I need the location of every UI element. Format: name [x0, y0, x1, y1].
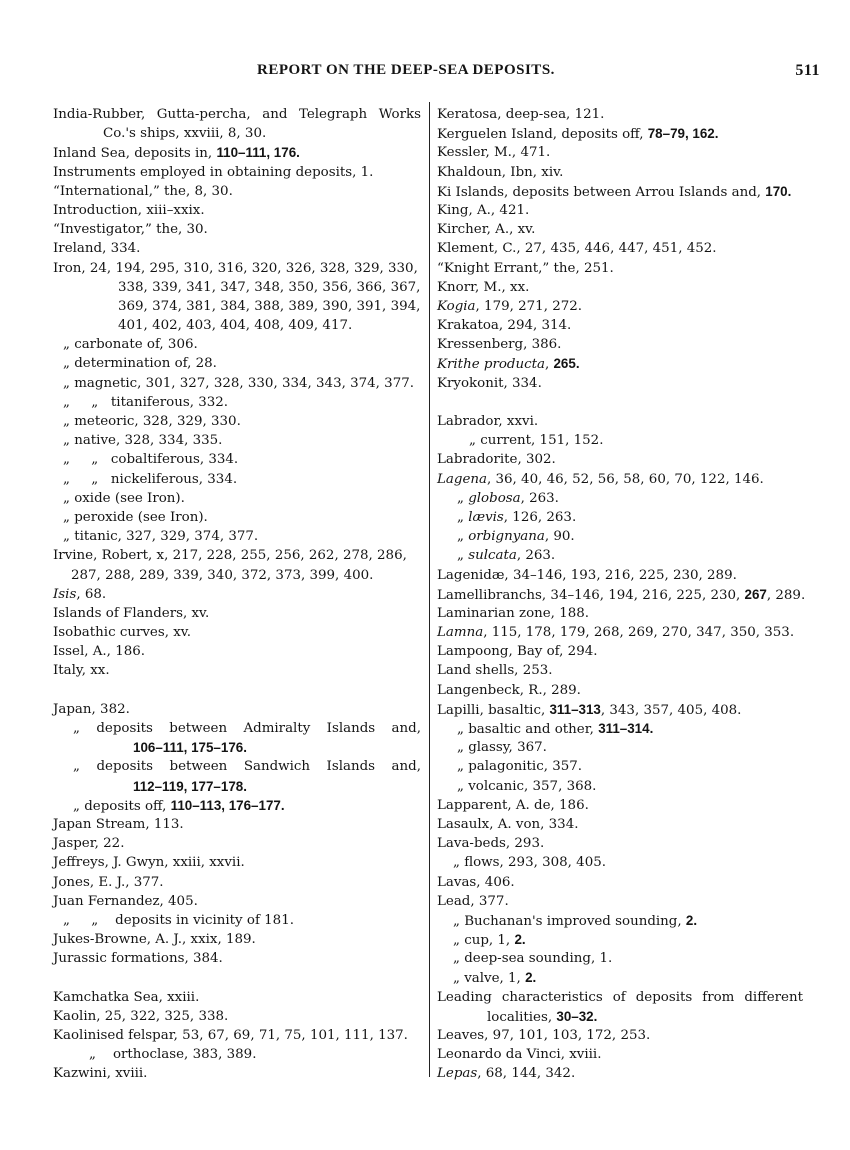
index-entry	[437, 335, 803, 354]
entry-text-part: Issel, A., 186.	[53, 644, 146, 660]
index-entry	[53, 911, 421, 930]
entry-text-part: Kamchatka Sea, xxiii.	[53, 989, 200, 1005]
index-entry	[53, 470, 421, 489]
index-entry	[53, 239, 421, 258]
index-entry	[437, 239, 803, 258]
entry-text-part: Kazwini, xviii.	[53, 1066, 148, 1082]
entry-text-part: „ „ nickeliferous, 334.	[63, 471, 238, 487]
entry-text-part: 311–313	[549, 701, 601, 717]
entry-text-part: Jeffreys, J. Gwyn, xxiii, xxvii.	[53, 855, 245, 871]
entry-text-part: , 179, 271, 272.	[475, 298, 583, 314]
entry-text-part: “International,” the, 8, 30.	[53, 183, 233, 199]
index-entry	[437, 220, 803, 239]
entry-text-part: „ palagonitic, 357.	[457, 759, 583, 775]
entry-text-part: Lapparent, A. de, 186.	[437, 797, 589, 813]
entry-text-part: 2.	[514, 932, 526, 948]
index-entry	[53, 278, 421, 297]
entry-text-part: sulcata	[468, 548, 517, 564]
index-entry	[437, 163, 803, 182]
index-entry	[53, 316, 421, 335]
index-entry	[53, 642, 421, 661]
entry-text-part: Land shells, 253.	[437, 663, 553, 679]
index-entry	[53, 949, 421, 968]
entry-text-part: „ flows, 293, 308, 405.	[453, 855, 606, 871]
entry-text-part: Kaolinised felspar, 53, 67, 69, 71, 75, 101, 111, 137.	[53, 1028, 408, 1043]
entry-text-part: Lepas	[437, 1066, 478, 1082]
entry-text-part: , 90.	[544, 529, 575, 545]
column-divider	[429, 102, 430, 1077]
entry-text-part: „ meteoric, 328, 329, 330.	[63, 414, 241, 429]
index-entry	[53, 489, 421, 508]
index-entry	[437, 450, 803, 469]
index-entry	[437, 143, 803, 162]
index-entry	[53, 585, 421, 604]
index-entry	[437, 873, 803, 892]
entry-text-part: Lamellibranchs, 34–146, 194, 216, 225, 230,	[437, 587, 745, 603]
entry-text-part: 401, 402, 403, 404, 408, 409, 417.	[118, 318, 353, 334]
index-entry	[437, 527, 803, 546]
index-entry	[437, 412, 803, 431]
entry-text-part: King, A., 421.	[437, 202, 530, 218]
entry-text-part: Jukes-Browne, A. J., xxix, 189.	[53, 932, 256, 948]
entry-text-part: 170.	[765, 183, 792, 199]
entry-text-part: Kressenberg, 386.	[437, 337, 562, 353]
entry-text-part: Klement, C., 27, 435, 446, 447, 451, 452.	[437, 241, 717, 257]
entry-text-part: „	[457, 529, 469, 545]
entry-text-part: Juan Fernandez, 405.	[53, 893, 198, 909]
index-entry	[53, 508, 421, 527]
index-entry	[437, 757, 803, 776]
entry-text-part: „ magnetic, 301, 327, 328, 330, 334, 343, 374, 377.	[63, 375, 414, 391]
entry-text-part: Labradorite, 302.	[437, 452, 556, 468]
index-entry	[53, 393, 421, 412]
index-entry	[53, 1026, 421, 1045]
index-entry	[53, 335, 421, 354]
entry-text-part: „ carbonate of, 306.	[63, 337, 198, 353]
entry-text-part: 106–111, 175–176.	[133, 740, 247, 756]
entry-text-part: Khaldoun, Ibn, xiv.	[437, 164, 564, 180]
entry-text-part: „	[457, 509, 469, 525]
index-entry	[437, 719, 803, 738]
index-entry	[437, 278, 803, 297]
index-entry	[437, 777, 803, 796]
index-entry	[437, 259, 803, 278]
entry-text-part: Keratosa, deep-sea, 121.	[437, 107, 605, 122]
index-entry	[437, 892, 803, 911]
entry-text-part: „ „ cobaltiferous, 334.	[63, 452, 239, 468]
entry-text-part: Laminarian zone, 188.	[437, 605, 590, 621]
entry-text-part: „ deposits between Sandwich Islands and,	[73, 759, 421, 775]
entry-text-part: „ deep-sea sounding, 1.	[453, 951, 613, 967]
entry-text-part: „ titanic, 327, 329, 374, 377.	[63, 529, 259, 545]
index-entry	[53, 431, 421, 450]
index-entry	[53, 968, 421, 987]
index-entry	[53, 719, 421, 738]
index-entry	[53, 834, 421, 853]
entry-text-part: globosa	[468, 490, 521, 506]
entry-text-part: Ireland, 334.	[53, 241, 141, 257]
index-entry	[437, 489, 803, 508]
index-entry	[437, 201, 803, 220]
entry-text-part: 311–314.	[598, 721, 654, 736]
index-entry	[53, 604, 421, 623]
entry-text-part: „ deposits off,	[73, 798, 171, 814]
index-entry	[53, 143, 421, 162]
entry-text-part: Isis	[53, 586, 77, 602]
entry-text-part: localities,	[487, 1009, 557, 1025]
index-entry	[437, 853, 803, 872]
entry-text-part: „ „ deposits in vicinity of 181.	[63, 912, 294, 928]
index-entry	[53, 201, 421, 220]
entry-text-part: Isobathic curves, xv.	[53, 625, 192, 641]
index-entry	[53, 354, 421, 373]
entry-text-part: Introduction, xiii–xxix.	[53, 202, 205, 218]
entry-text-part: , 68, 144, 342.	[477, 1066, 576, 1082]
index-entry	[437, 1064, 803, 1083]
entry-text-part: Lavas, 406.	[437, 874, 515, 890]
index-entry	[437, 316, 803, 335]
entry-text-part: Inland Sea, deposits in,	[53, 146, 217, 162]
index-entry	[53, 1045, 421, 1064]
entry-text-part: “Knight Errant,” the, 251.	[437, 260, 614, 276]
entry-text-part: Lampoong, Bay of, 294.	[437, 644, 598, 660]
index-entry	[437, 393, 803, 412]
entry-text-part: Lamna	[437, 625, 484, 641]
entry-text-part: Langenbeck, R., 289.	[437, 682, 581, 698]
entry-text-part: 338, 339, 341, 347, 348, 350, 356, 366, 367,	[118, 279, 421, 295]
entry-text-part: „	[457, 490, 469, 506]
index-entry	[437, 968, 803, 987]
index-entry	[53, 796, 421, 815]
entry-text-part: , 263.	[516, 548, 556, 564]
entry-text-part: „ basaltic and other,	[457, 722, 599, 737]
index-entry	[53, 163, 421, 182]
entry-text-part: Leaves, 97, 101, 103, 172, 253.	[437, 1028, 651, 1043]
entry-text-part: ,	[544, 357, 554, 373]
index-entry	[437, 105, 803, 124]
index-entry	[53, 412, 421, 431]
index-entry	[437, 949, 803, 968]
index-entry	[437, 815, 803, 834]
entry-text-part: Lagena	[437, 471, 487, 487]
entry-text-part: Kerguelen Island, deposits off,	[437, 127, 648, 143]
index-entry	[437, 911, 803, 930]
index-entry	[53, 623, 421, 642]
entry-text-part: orbignyana	[468, 529, 545, 545]
index-entry	[53, 853, 421, 872]
entry-text-part: Krakatoa, 294, 314.	[437, 318, 572, 334]
entry-text-part: „ cup, 1,	[453, 933, 515, 949]
index-entry	[53, 757, 421, 776]
index-entry	[437, 470, 803, 489]
index-entry	[53, 738, 421, 757]
entry-text-part: Kircher, A., xv.	[437, 222, 536, 238]
index-entry	[53, 1007, 421, 1026]
index-entry	[53, 527, 421, 546]
entry-text-part: Italy, xx.	[53, 663, 110, 679]
index-entry	[53, 105, 421, 124]
entry-text-part: Lava-beds, 293.	[437, 836, 545, 852]
entry-text-part: , 115, 178, 179, 268, 269, 270, 347, 350, 353.	[483, 625, 795, 641]
entry-text-part: „ deposits between Admiralty Islands and,	[73, 721, 421, 736]
entry-text-part: , 263.	[520, 490, 559, 506]
index-entry	[437, 604, 803, 623]
index-entry	[437, 796, 803, 815]
index-column-left	[53, 105, 421, 1084]
running-title: REPORT ON THE DEEP-SEA DEPOSITS.	[257, 62, 555, 78]
entry-text-part: „ peroxide (see Iron).	[63, 509, 208, 525]
entry-text-part: „ „ titaniferous, 332.	[63, 394, 229, 410]
entry-text-part: Knorr, M., xx.	[437, 279, 530, 295]
index-entry	[53, 546, 421, 565]
index-entry	[437, 681, 803, 700]
index-entry	[53, 681, 421, 700]
entry-text-part: 369, 374, 381, 384, 388, 389, 390, 391, 394,	[118, 298, 421, 314]
entry-text-part: „ volcanic, 357, 368.	[457, 778, 597, 794]
entry-text-part: “Investigator,” the, 30.	[53, 222, 208, 238]
entry-text-part: , 343, 357, 405, 408.	[600, 702, 742, 718]
entry-text-part: Iron, 24, 194, 295, 310, 316, 320, 326, 328, 329, 330,	[53, 260, 418, 276]
entry-text-part: Co.'s ships, xxviii, 8, 30.	[103, 126, 267, 142]
index-entry	[53, 450, 421, 469]
index-entry	[53, 220, 421, 239]
index-entry	[53, 259, 421, 278]
index-entry	[437, 661, 803, 680]
entry-text-part: „ current, 151, 152.	[469, 433, 604, 449]
index-entry	[437, 1007, 803, 1026]
index-entry	[53, 930, 421, 949]
entry-text-part: 30–32.	[556, 1008, 598, 1024]
index-entry	[53, 566, 421, 585]
index-entry	[437, 642, 803, 661]
index-entry	[53, 988, 421, 1007]
entry-text-part: Japan Stream, 113.	[53, 816, 184, 832]
index-entry	[437, 354, 803, 373]
entry-text-part: Jurassic formations, 384.	[53, 951, 223, 967]
page-header	[30, 62, 820, 84]
entry-text-part: Kryokonit, 334.	[437, 375, 542, 391]
index-entry	[53, 1064, 421, 1083]
entry-text-part: 287, 288, 289, 339, 340, 372, 373, 399, 400.	[71, 567, 374, 583]
entry-text-part: Islands of Flanders, xv.	[53, 605, 210, 621]
entry-text-part: , 68.	[76, 586, 107, 602]
index-entry	[437, 374, 803, 393]
entry-text-part: Krithe producta	[437, 357, 545, 373]
entry-text-part: Jones, E. J., 377.	[53, 874, 164, 890]
entry-text-part: Leonardo da Vinci, xviii.	[437, 1047, 602, 1063]
index-entry	[437, 431, 803, 450]
entry-text-part: Lead, 377.	[437, 893, 509, 909]
entry-text-part: „ glassy, 367.	[457, 740, 547, 756]
entry-text-part: 110–113, 176–177.	[170, 797, 285, 813]
entry-text-part: Kaolin, 25, 322, 325, 338.	[53, 1008, 229, 1024]
entry-text-part: Lasaulx, A. von, 334.	[437, 816, 579, 832]
index-entry	[437, 124, 803, 143]
entry-text-part: lævis	[468, 509, 504, 525]
index-entry	[53, 297, 421, 316]
entry-text-part: 267	[744, 586, 767, 602]
entry-text-part: 78–79, 162.	[647, 126, 719, 142]
index-entry	[437, 566, 803, 585]
entry-text-part: „ Buchanan's improved sounding,	[453, 913, 686, 929]
entry-text-part: „	[457, 548, 469, 564]
index-entry	[437, 738, 803, 757]
entry-text-part: 2.	[685, 912, 698, 928]
entry-text-part: 110–111, 176.	[216, 145, 300, 161]
index-entry	[437, 585, 806, 604]
entry-text-part: Japan, 382.	[53, 701, 130, 717]
entry-text-part: 2.	[525, 970, 537, 986]
index-entry	[53, 124, 421, 143]
index-entry	[437, 1026, 803, 1045]
index-entry	[437, 508, 803, 527]
entry-text-part: India-Rubber, Gutta-percha, and Telegraph Works	[53, 107, 421, 122]
index-entry	[53, 661, 421, 680]
entry-text-part: , 126, 263.	[503, 509, 577, 525]
entry-text-part: 265.	[553, 356, 580, 372]
entry-text-part: Lapilli, basaltic,	[437, 702, 550, 718]
index-entry	[437, 930, 803, 949]
index-entry	[53, 700, 421, 719]
index-entry	[53, 892, 421, 911]
entry-text-part: Instruments employed in obtaining deposits, 1.	[53, 164, 374, 180]
entry-text-part: „ determination of, 28.	[63, 356, 217, 372]
entry-text-part: Kessler, M., 471.	[437, 145, 551, 161]
index-entry	[437, 297, 803, 316]
page-number: 511	[795, 62, 820, 79]
entry-text-part: Ki Islands, deposits between Arrou Islands and,	[437, 184, 766, 200]
index-entry	[437, 834, 803, 853]
index-entry	[437, 623, 803, 642]
index-entry	[437, 182, 803, 201]
entry-text-part: Jasper, 22.	[53, 836, 125, 852]
entry-text-part: „ oxide (see Iron).	[63, 490, 185, 506]
entry-text-part: Labrador, xxvi.	[437, 414, 539, 429]
entry-text-part: , 289.	[766, 587, 806, 603]
entry-text-part: „ native, 328, 334, 335.	[63, 433, 223, 449]
entry-text-part: , 36, 40, 46, 52, 56, 58, 60, 70, 122, 146.	[486, 471, 764, 487]
entry-text-part: Lagenidæ, 34–146, 193, 216, 225, 230, 289.	[437, 567, 737, 583]
index-entry	[437, 1045, 803, 1064]
entry-text-part: Leading characteristics of deposits from different	[437, 989, 803, 1005]
index-entry	[53, 374, 421, 393]
index-entry	[53, 777, 421, 796]
entry-text-part: Irvine, Robert, x, 217, 228, 255, 256, 262, 278, 286,	[53, 548, 407, 564]
index-entry	[53, 182, 421, 201]
entry-text-part: „ valve, 1,	[453, 971, 526, 987]
entry-text-part: Kogia	[437, 298, 476, 314]
index-column-right	[437, 105, 806, 1084]
index-entry	[437, 988, 803, 1007]
index-entry	[53, 815, 421, 834]
entry-text-part: 112–119, 177–178.	[133, 778, 247, 794]
index-entry	[437, 700, 803, 719]
index-entry	[437, 546, 803, 565]
index-entry	[53, 873, 421, 892]
entry-text-part: „ orthoclase, 383, 389.	[89, 1047, 257, 1063]
